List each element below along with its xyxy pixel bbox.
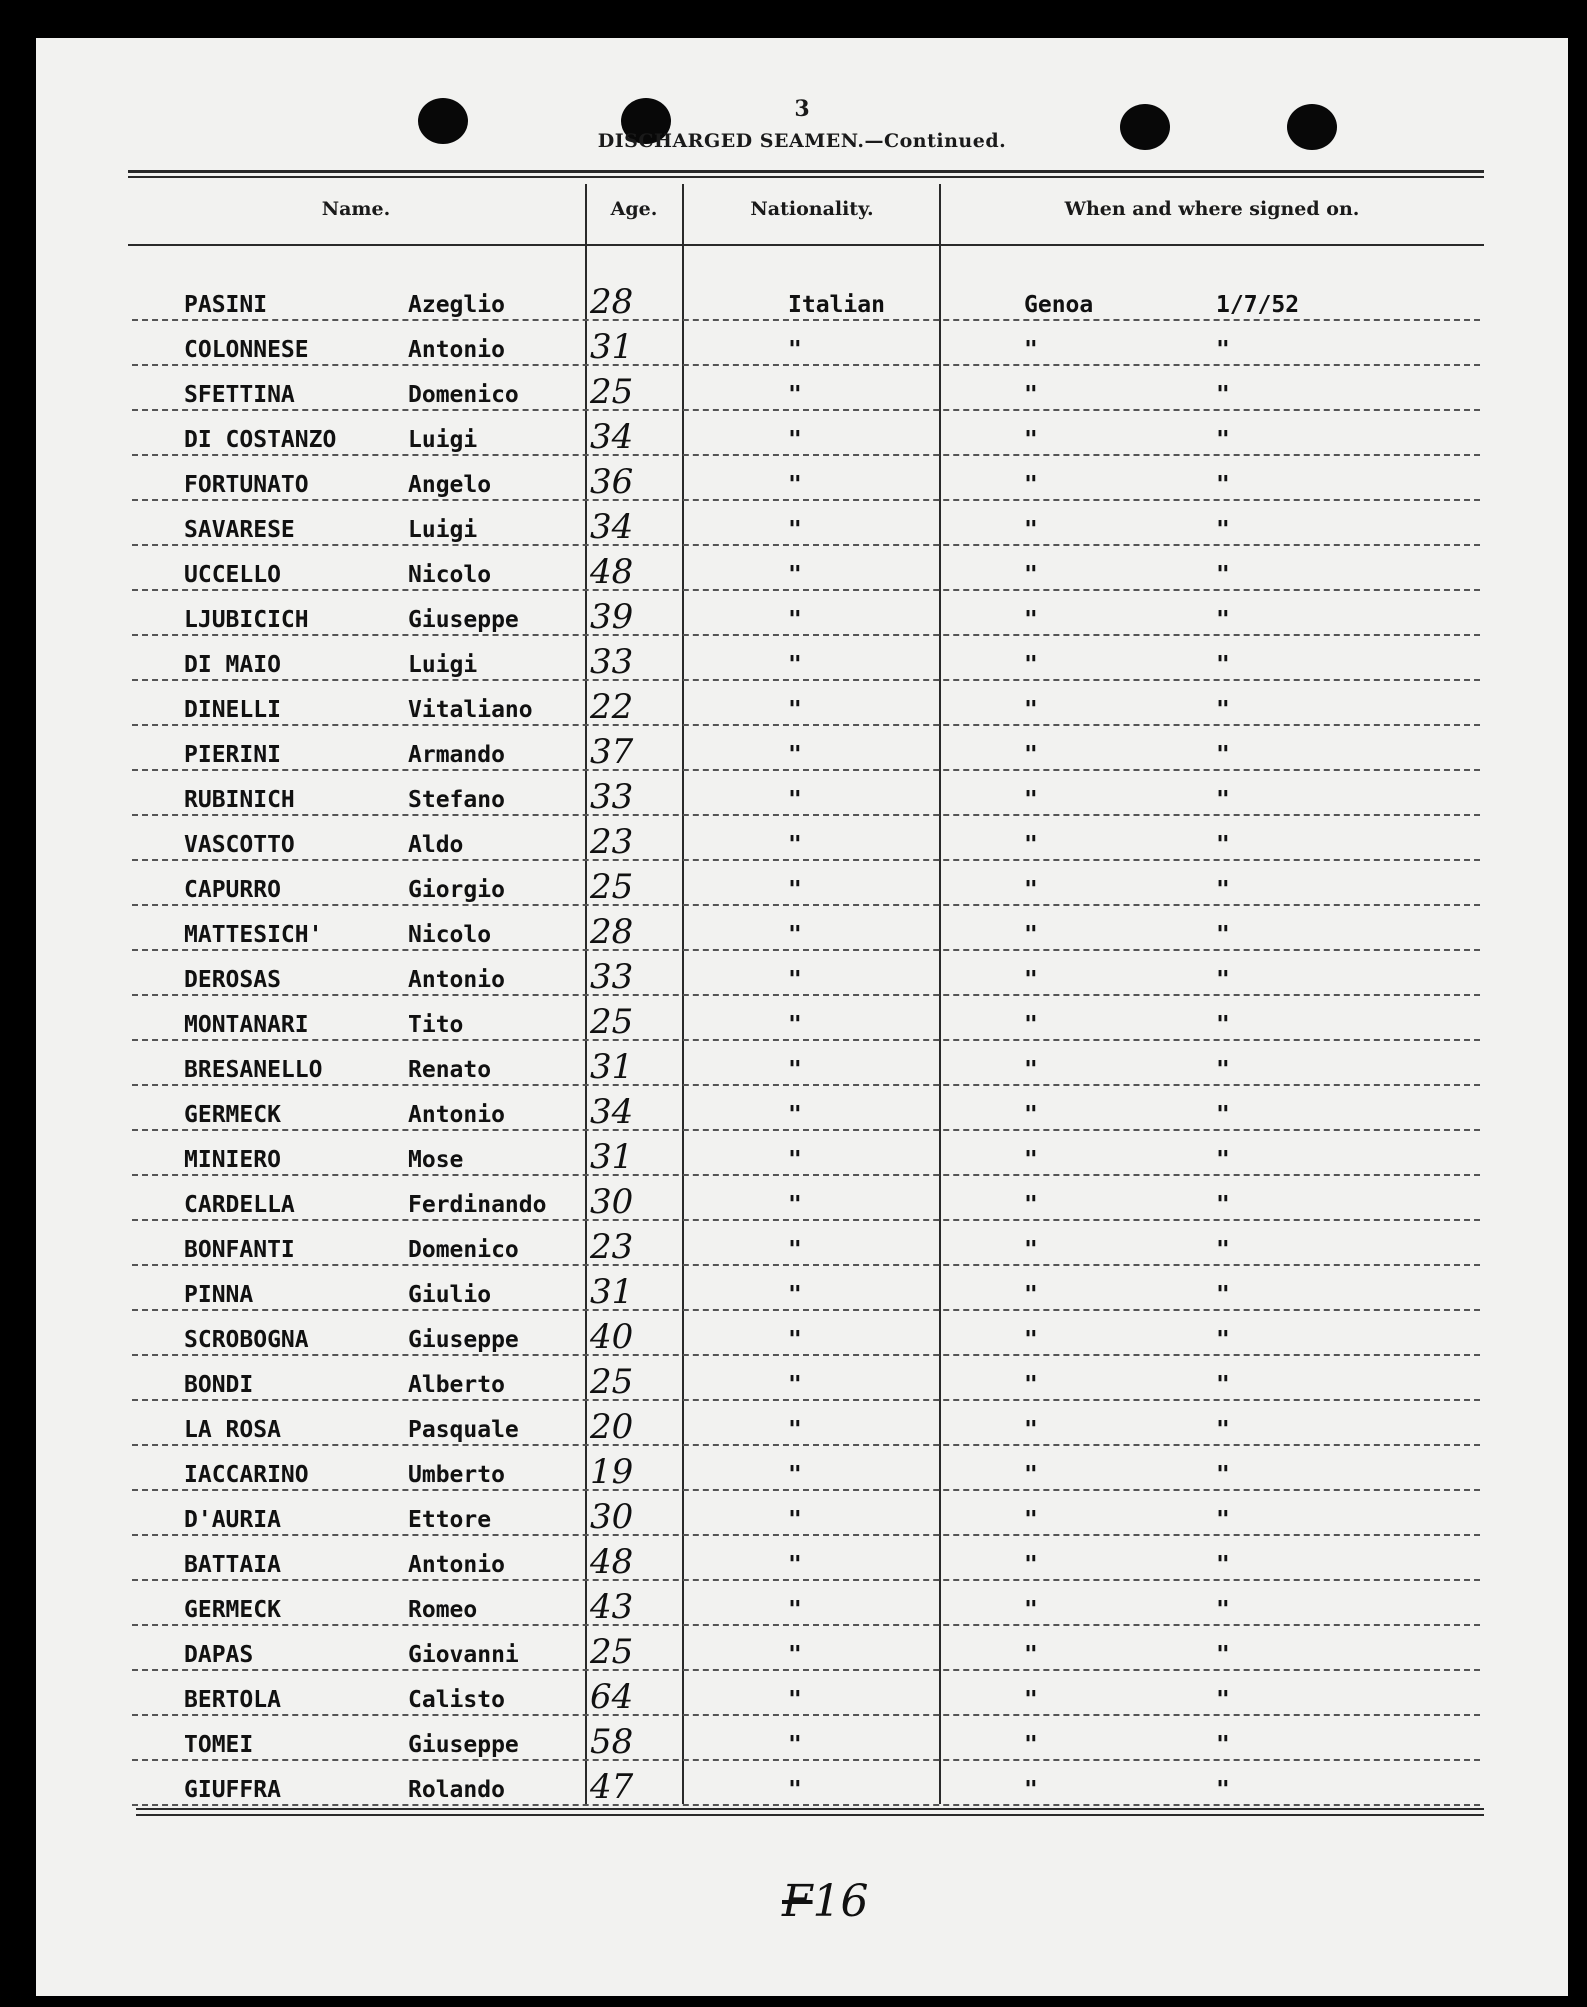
dotted-rule	[132, 1354, 1480, 1356]
seaman-given-name: Tito	[408, 1012, 464, 1038]
seaman-age: 19	[590, 1452, 634, 1492]
dotted-rule	[132, 1624, 1480, 1626]
seaman-given-name: Giuseppe	[408, 1732, 519, 1758]
seaman-nationality: "	[788, 1327, 802, 1353]
dotted-rule	[132, 724, 1480, 726]
seaman-given-name: Luigi	[408, 652, 478, 678]
signed-on-date: "	[1216, 1012, 1230, 1038]
seaman-given-name: Antonio	[408, 967, 505, 993]
seaman-surname: GIUFFRA	[184, 1777, 281, 1803]
signed-on-place: "	[1024, 1777, 1038, 1803]
seaman-surname: DAPAS	[184, 1642, 254, 1668]
dotted-rule	[132, 949, 1480, 951]
dotted-rule	[132, 1309, 1480, 1311]
seaman-given-name: Ettore	[408, 1507, 492, 1533]
signed-on-date: "	[1216, 337, 1230, 363]
signed-on-date: "	[1216, 652, 1230, 678]
signed-on-date: "	[1216, 382, 1230, 408]
table-row	[132, 593, 1480, 639]
seaman-age: 25	[590, 867, 634, 907]
seaman-given-name: Mose	[408, 1147, 464, 1173]
signed-on-place: "	[1024, 1372, 1038, 1398]
dotted-rule	[132, 904, 1480, 906]
seaman-surname: D'AURIA	[184, 1507, 281, 1533]
seaman-age: 47	[590, 1767, 634, 1807]
signed-on-place: Genoa	[1024, 292, 1094, 318]
seaman-nationality: "	[788, 877, 802, 903]
seaman-age: 25	[590, 1632, 634, 1672]
dotted-rule	[132, 1714, 1480, 1716]
seaman-given-name: Antonio	[408, 1552, 505, 1578]
seaman-nationality: "	[788, 1372, 802, 1398]
header-rule-top-thin	[128, 176, 1484, 178]
seaman-given-name: Romeo	[408, 1597, 478, 1623]
seaman-surname: DINELLI	[184, 697, 281, 723]
seaman-nationality: "	[788, 697, 802, 723]
table-row	[132, 1223, 1480, 1269]
seaman-age: 30	[590, 1497, 634, 1537]
table-row	[132, 1718, 1480, 1764]
seaman-given-name: Calisto	[408, 1687, 505, 1713]
seaman-age: 30	[590, 1182, 634, 1222]
dotted-rule	[132, 769, 1480, 771]
seaman-nationality: "	[788, 1282, 802, 1308]
table-row	[132, 953, 1480, 999]
seaman-surname: DEROSAS	[184, 967, 281, 993]
table-bottom-rule	[136, 1808, 1484, 1810]
seaman-surname: MATTESICH'	[184, 922, 323, 948]
dotted-rule	[132, 679, 1480, 681]
signed-on-place: "	[1024, 967, 1038, 993]
dotted-rule	[132, 1669, 1480, 1671]
seaman-surname: VASCOTTO	[184, 832, 295, 858]
signed-on-date: "	[1216, 1237, 1230, 1263]
table-row	[132, 863, 1480, 909]
signed-on-date: "	[1216, 1732, 1230, 1758]
seaman-surname: COLONNESE	[184, 337, 309, 363]
signed-on-date: "	[1216, 1552, 1230, 1578]
table-row	[132, 1403, 1480, 1449]
seaman-age: 23	[590, 822, 634, 862]
table-row	[132, 1673, 1480, 1719]
signed-on-place: "	[1024, 922, 1038, 948]
dotted-rule	[132, 1129, 1480, 1131]
seaman-age: 40	[590, 1317, 634, 1357]
dotted-rule	[132, 1264, 1480, 1266]
table-row	[132, 1583, 1480, 1629]
seaman-given-name: Armando	[408, 742, 505, 768]
seaman-age: 48	[590, 1542, 634, 1582]
table-row	[132, 413, 1480, 459]
seaman-nationality: "	[788, 1552, 802, 1578]
seaman-nationality: "	[788, 517, 802, 543]
signed-on-place: "	[1024, 1417, 1038, 1443]
seaman-age: 34	[590, 1092, 634, 1132]
signed-on-date: "	[1216, 697, 1230, 723]
dotted-rule	[132, 454, 1480, 456]
signed-on-place: "	[1024, 1147, 1038, 1173]
table-row	[132, 1763, 1480, 1809]
seaman-age: 64	[590, 1677, 634, 1717]
table-row	[132, 503, 1480, 549]
seaman-nationality: "	[788, 472, 802, 498]
seaman-given-name: Giuseppe	[408, 1327, 519, 1353]
signed-on-date: "	[1216, 1282, 1230, 1308]
seaman-nationality: "	[788, 607, 802, 633]
signed-on-date: "	[1216, 922, 1230, 948]
seaman-surname: DI MAIO	[184, 652, 281, 678]
table-row	[132, 1268, 1480, 1314]
seaman-given-name: Antonio	[408, 1102, 505, 1128]
table-row	[132, 818, 1480, 864]
dotted-rule	[132, 589, 1480, 591]
handwritten-note: F16	[782, 1876, 869, 1927]
dotted-rule	[132, 1489, 1480, 1491]
seaman-nationality: "	[788, 922, 802, 948]
seaman-given-name: Azeglio	[408, 292, 505, 318]
table-row	[132, 1088, 1480, 1134]
table-row	[132, 1358, 1480, 1404]
table-row	[132, 1628, 1480, 1674]
seaman-nationality: "	[788, 382, 802, 408]
dotted-rule	[132, 859, 1480, 861]
signed-on-place: "	[1024, 382, 1038, 408]
seaman-given-name: Stefano	[408, 787, 505, 813]
signed-on-place: "	[1024, 1192, 1038, 1218]
seaman-nationality: Italian	[788, 292, 885, 318]
signed-on-date: "	[1216, 1327, 1230, 1353]
seaman-given-name: Giorgio	[408, 877, 505, 903]
signed-on-place: "	[1024, 472, 1038, 498]
seaman-age: 25	[590, 372, 634, 412]
seaman-given-name: Vitaliano	[408, 697, 533, 723]
dotted-rule	[132, 634, 1480, 636]
seaman-surname: LA ROSA	[184, 1417, 281, 1443]
seaman-surname: TOMEI	[184, 1732, 254, 1758]
seaman-age: 28	[590, 912, 634, 952]
seaman-surname: RUBINICH	[184, 787, 295, 813]
seaman-surname: GERMECK	[184, 1597, 281, 1623]
signed-on-date: "	[1216, 1777, 1230, 1803]
seaman-nationality: "	[788, 1507, 802, 1533]
seaman-surname: PIERINI	[184, 742, 281, 768]
dotted-rule	[132, 1804, 1480, 1806]
signed-on-date: "	[1216, 1462, 1230, 1488]
signed-on-date: 1/7/52	[1216, 292, 1300, 318]
seaman-given-name: Giuseppe	[408, 607, 519, 633]
column-header-age: Age.	[610, 198, 658, 220]
dotted-rule	[132, 814, 1480, 816]
seaman-given-name: Umberto	[408, 1462, 505, 1488]
dotted-rule	[132, 1534, 1480, 1536]
signed-on-place: "	[1024, 562, 1038, 588]
seaman-surname: GERMECK	[184, 1102, 281, 1128]
dotted-rule	[132, 1444, 1480, 1446]
dotted-rule	[132, 1174, 1480, 1176]
seaman-nationality: "	[788, 1642, 802, 1668]
seaman-age: 58	[590, 1722, 634, 1762]
signed-on-place: "	[1024, 832, 1038, 858]
signed-on-date: "	[1216, 517, 1230, 543]
seaman-age: 36	[590, 462, 634, 502]
signed-on-date: "	[1216, 562, 1230, 588]
signed-on-place: "	[1024, 1327, 1038, 1353]
signed-on-date: "	[1216, 1192, 1230, 1218]
seaman-age: 31	[590, 1047, 634, 1087]
table-row	[132, 1448, 1480, 1494]
dotted-rule	[132, 499, 1480, 501]
signed-on-date: "	[1216, 1597, 1230, 1623]
seaman-nationality: "	[788, 1147, 802, 1173]
signed-on-place: "	[1024, 1462, 1038, 1488]
column-header-nationality: Nationality.	[750, 198, 874, 220]
document-page	[36, 38, 1568, 1996]
table-row	[132, 1133, 1480, 1179]
seaman-surname: BONFANTI	[184, 1237, 295, 1263]
seaman-age: 34	[590, 417, 634, 457]
seaman-surname: IACCARINO	[184, 1462, 309, 1488]
table-row	[132, 728, 1480, 774]
seaman-nationality: "	[788, 1012, 802, 1038]
table-row	[132, 323, 1480, 369]
dotted-rule	[132, 1039, 1480, 1041]
table-row	[132, 1043, 1480, 1089]
signed-on-date: "	[1216, 742, 1230, 768]
signed-on-place: "	[1024, 742, 1038, 768]
table-bottom-rule-thin	[136, 1814, 1484, 1816]
seaman-surname: MONTANARI	[184, 1012, 309, 1038]
seaman-given-name: Alberto	[408, 1372, 505, 1398]
table-row	[132, 638, 1480, 684]
signed-on-place: "	[1024, 1552, 1038, 1578]
dotted-rule	[132, 1399, 1480, 1401]
dotted-rule	[132, 409, 1480, 411]
dotted-rule	[132, 364, 1480, 366]
table-row	[132, 548, 1480, 594]
signed-on-place: "	[1024, 1507, 1038, 1533]
table-row	[132, 908, 1480, 954]
signed-on-date: "	[1216, 832, 1230, 858]
signed-on-place: "	[1024, 1642, 1038, 1668]
seaman-age: 37	[590, 732, 634, 772]
signed-on-place: "	[1024, 517, 1038, 543]
seaman-age: 20	[590, 1407, 634, 1447]
seaman-given-name: Angelo	[408, 472, 492, 498]
signed-on-date: "	[1216, 877, 1230, 903]
seaman-surname: LJUBICICH	[184, 607, 309, 633]
seaman-given-name: Giovanni	[408, 1642, 519, 1668]
signed-on-date: "	[1216, 1642, 1230, 1668]
signed-on-place: "	[1024, 1687, 1038, 1713]
seaman-age: 25	[590, 1362, 634, 1402]
seaman-given-name: Nicolo	[408, 922, 492, 948]
seaman-given-name: Antonio	[408, 337, 505, 363]
seaman-nationality: "	[788, 1102, 802, 1128]
signed-on-date: "	[1216, 472, 1230, 498]
seaman-given-name: Pasquale	[408, 1417, 519, 1443]
seaman-age: 33	[590, 642, 634, 682]
seaman-surname: PINNA	[184, 1282, 254, 1308]
signed-on-place: "	[1024, 607, 1038, 633]
seaman-surname: BATTAIA	[184, 1552, 281, 1578]
dotted-rule	[132, 319, 1480, 321]
table-row	[132, 278, 1480, 324]
seaman-surname: MINIERO	[184, 1147, 281, 1173]
signed-on-place: "	[1024, 1057, 1038, 1083]
signed-on-place: "	[1024, 1102, 1038, 1128]
seaman-surname: FORTUNATO	[184, 472, 309, 498]
seaman-nationality: "	[788, 337, 802, 363]
seaman-age: 25	[590, 1002, 634, 1042]
signed-on-date: "	[1216, 1507, 1230, 1533]
seaman-nationality: "	[788, 832, 802, 858]
seaman-age: 39	[590, 597, 634, 637]
seaman-nationality: "	[788, 1462, 802, 1488]
table-row	[132, 1313, 1480, 1359]
table-row	[132, 1538, 1480, 1584]
table-row	[132, 683, 1480, 729]
seaman-nationality: "	[788, 1687, 802, 1713]
seaman-nationality: "	[788, 787, 802, 813]
table-row	[132, 998, 1480, 1044]
seaman-surname: BERTOLA	[184, 1687, 281, 1713]
table-row	[132, 1178, 1480, 1224]
signed-on-place: "	[1024, 427, 1038, 453]
table-row	[132, 458, 1480, 504]
seaman-given-name: Nicolo	[408, 562, 492, 588]
seaman-given-name: Aldo	[408, 832, 464, 858]
signed-on-date: "	[1216, 787, 1230, 813]
seaman-surname: UCCELLO	[184, 562, 281, 588]
seaman-nationality: "	[788, 1057, 802, 1083]
seaman-surname: SFETTINA	[184, 382, 295, 408]
dotted-rule	[132, 1759, 1480, 1761]
column-header-signed-on: When and where signed on.	[1064, 198, 1360, 220]
signed-on-date: "	[1216, 1687, 1230, 1713]
seaman-age: 31	[590, 327, 634, 367]
seaman-surname: PASINI	[184, 292, 268, 318]
seaman-nationality: "	[788, 742, 802, 768]
seaman-nationality: "	[788, 1192, 802, 1218]
seaman-age: 31	[590, 1137, 634, 1177]
signed-on-place: "	[1024, 1012, 1038, 1038]
header-rule-top	[128, 170, 1484, 173]
seaman-age: 28	[590, 282, 634, 322]
seaman-surname: BRESANELLO	[184, 1057, 323, 1083]
signed-on-date: "	[1216, 1102, 1230, 1128]
seaman-given-name: Domenico	[408, 1237, 519, 1263]
seaman-age: 33	[590, 957, 634, 997]
seaman-nationality: "	[788, 1732, 802, 1758]
seaman-given-name: Rolando	[408, 1777, 505, 1803]
dotted-rule	[132, 994, 1480, 996]
signed-on-date: "	[1216, 607, 1230, 633]
signed-on-place: "	[1024, 1732, 1038, 1758]
table-row	[132, 1493, 1480, 1539]
signed-on-place: "	[1024, 697, 1038, 723]
seaman-surname: CARDELLA	[184, 1192, 295, 1218]
seaman-given-name: Luigi	[408, 427, 478, 453]
seaman-nationality: "	[788, 427, 802, 453]
seaman-nationality: "	[788, 1237, 802, 1263]
column-header-name: Name.	[321, 198, 391, 220]
signed-on-date: "	[1216, 1147, 1230, 1173]
seaman-given-name: Domenico	[408, 382, 519, 408]
seaman-given-name: Renato	[408, 1057, 492, 1083]
header-rule-bottom	[128, 244, 1484, 246]
seaman-age: 22	[590, 687, 634, 727]
signed-on-place: "	[1024, 787, 1038, 813]
seaman-given-name: Ferdinando	[408, 1192, 547, 1218]
dotted-rule	[132, 1579, 1480, 1581]
dotted-rule	[132, 544, 1480, 546]
table-row	[132, 368, 1480, 414]
seaman-surname: BONDI	[184, 1372, 254, 1398]
signed-on-place: "	[1024, 1597, 1038, 1623]
seaman-age: 33	[590, 777, 634, 817]
seaman-age: 23	[590, 1227, 634, 1267]
seaman-surname: DI COSTANZO	[184, 427, 337, 453]
seaman-nationality: "	[788, 1417, 802, 1443]
seaman-surname: SCROBOGNA	[184, 1327, 309, 1353]
dotted-rule	[132, 1219, 1480, 1221]
signed-on-date: "	[1216, 1372, 1230, 1398]
page-number: 3	[794, 96, 810, 122]
seaman-nationality: "	[788, 1777, 802, 1803]
signed-on-place: "	[1024, 652, 1038, 678]
seaman-surname: SAVARESE	[184, 517, 295, 543]
seaman-age: 31	[590, 1272, 634, 1312]
seaman-age: 43	[590, 1587, 634, 1627]
signed-on-date: "	[1216, 1417, 1230, 1443]
seaman-nationality: "	[788, 652, 802, 678]
seaman-nationality: "	[788, 1597, 802, 1623]
signed-on-date: "	[1216, 427, 1230, 453]
dotted-rule	[132, 1084, 1480, 1086]
table-row	[132, 773, 1480, 819]
seaman-nationality: "	[788, 562, 802, 588]
seaman-age: 48	[590, 552, 634, 592]
seaman-age: 34	[590, 507, 634, 547]
signed-on-place: "	[1024, 1237, 1038, 1263]
signed-on-date: "	[1216, 1057, 1230, 1083]
signed-on-place: "	[1024, 1282, 1038, 1308]
seaman-nationality: "	[788, 967, 802, 993]
seaman-given-name: Giulio	[408, 1282, 492, 1308]
seaman-given-name: Luigi	[408, 517, 478, 543]
signed-on-place: "	[1024, 877, 1038, 903]
signed-on-date: "	[1216, 967, 1230, 993]
page-title: DISCHARGED SEAMEN.—Continued.	[597, 130, 1007, 152]
seaman-surname: CAPURRO	[184, 877, 281, 903]
signed-on-place: "	[1024, 337, 1038, 363]
